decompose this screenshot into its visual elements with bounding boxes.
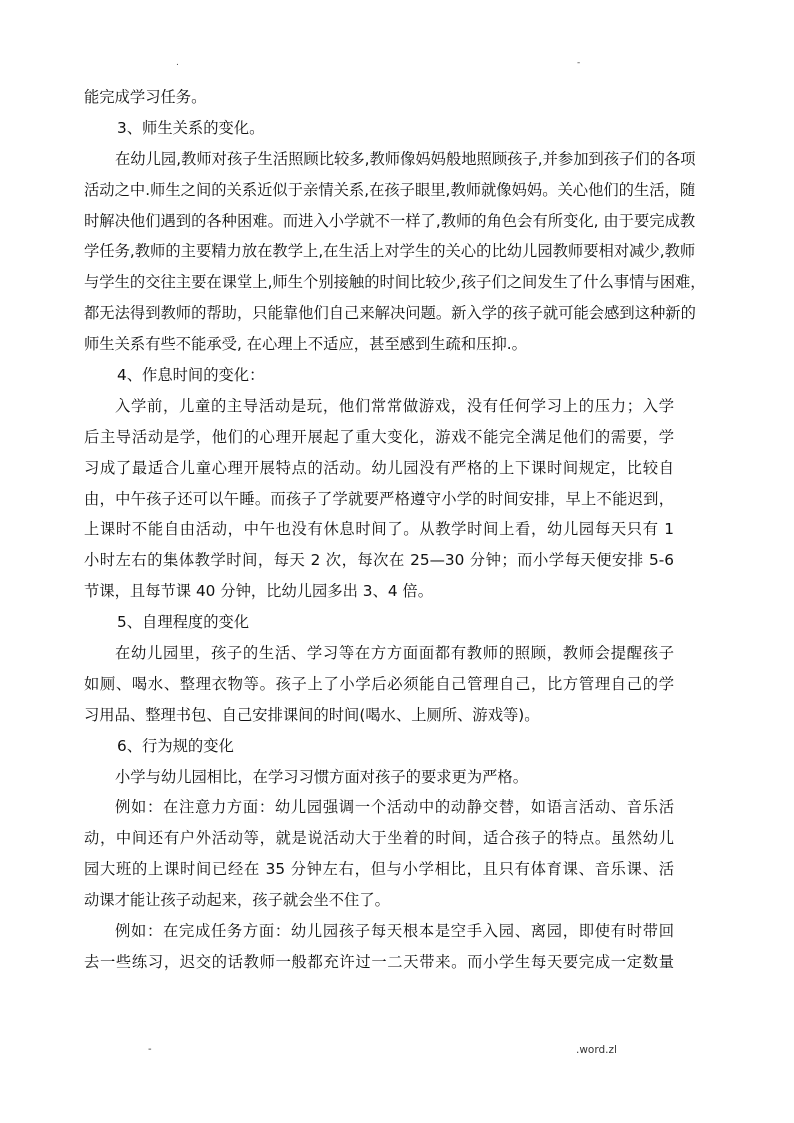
text-line: 上课时不能自由活动，中午也没有休息时间了。从教学时间上看，幼儿园每天只有 1 <box>84 520 674 539</box>
header-right-mark: - <box>577 58 581 68</box>
text-line: 都无法得到教师的帮助，只能靠他们自己来解决问题。新入学的孩子就可能会感到这种新的 <box>84 304 696 323</box>
text-line: 时解决他们遇到的各种困难。而进入小学就不一样了,教师的角色会有所变化, 由于要完成教 <box>84 211 696 230</box>
text-line: 小学与幼儿园相比，在学习习惯方面对孩子的要求更为严格。 <box>115 767 529 786</box>
text-line: 在幼儿园,教师对孩子生活照顾比较多,教师像妈妈般地照顾孩子,并参加到孩子们的各项 <box>115 149 696 168</box>
text-line: 例如：在注意力方面：幼儿园强调一个活动中的动静交替，如语言活动、音乐活 <box>115 798 674 817</box>
text-line: 去一些练习，迟交的话教师一般都充许过一二天带来。而小学生每天要完成一定数量 <box>84 952 674 971</box>
text-line: 习用品、整理书包、自己安排课间的时间(喝水、上厕所、游戏等)。 <box>84 705 540 724</box>
text-line: 在幼儿园里，孩子的生活、学习等在方方面面都有教师的照顾，教师会提醒孩子 <box>115 644 674 663</box>
section-heading: 5、自理程度的变化 <box>117 613 250 632</box>
text-line: 动课才能让孩子动起来，孩子就会坐不住了。 <box>84 891 390 910</box>
text-line: 师生关系有些不能承受, 在心理上不适应，甚至感到生疏和压抑.。 <box>84 335 527 354</box>
footer-watermark-text: .word.zl <box>576 1044 617 1056</box>
text-line: 小时左右的集体教学时间，每天 2 次，每次在 25—30 分钟；而小学每天便安排 5-6 <box>84 551 674 570</box>
text-line: 如厕、喝水、整理衣物等。孩子上了小学后必须能自己管理自己，比方管理自己的学 <box>84 674 674 693</box>
text-line: 后主导活动是学，他们的心理开展起了重大变化，游戏不能完全满足他们的需要，学 <box>84 427 674 446</box>
text-line: 节课，且每节课 40 分钟，比幼儿园多出 3、4 倍。 <box>84 582 434 601</box>
text-line: 由，中午孩子还可以午睡。而孩子了学就要严格遵守小学的时间安排，早上不能迟到， <box>84 489 674 508</box>
text-line: 活动之中.师生之间的关系近似于亲情关系,在孩子眼里,教师就像妈妈。关心他们的生活，随 <box>84 180 696 199</box>
section-heading: 3、师生关系的变化。 <box>117 118 265 137</box>
footer-left-mark: - <box>148 1044 152 1055</box>
text-line: 能完成学习任务。 <box>84 88 207 106</box>
text-line: 学任务,教师的主要精力放在教学上,在生活上对学生的关心的比幼儿园教师要相对减少,教师 <box>84 242 696 261</box>
section-heading: 6、行为规的变化 <box>117 736 234 755</box>
header-left-mark: . <box>176 58 179 68</box>
text-line: 例如：在完成任务方面：幼儿园孩子每天根本是空手入园、离园，即使有时带回 <box>115 922 674 941</box>
text-line: 习成了最适合儿童心理开展特点的活动。幼儿园没有严格的上下课时间规定，比较自 <box>84 458 674 477</box>
text-line: 动，中间还有户外活动等，就是说活动大于坐着的时间，适合孩子的特点。虽然幼儿 <box>84 829 674 848</box>
text-line: 入学前，儿童的主导活动是玩，他们常常做游戏，没有任何学习上的压力；入学 <box>115 396 674 415</box>
body-text <box>84 82 706 978</box>
section-heading: 4、作息时间的变化： <box>117 366 265 385</box>
text-line: 与学生的交往主要在课堂上,师生个别接触的时间比较少,孩子们之间发生了什么事情与困难， <box>84 273 706 292</box>
text-line: 园大班的上课时间已经在 35 分钟左右，但与小学相比，且只有体育课、音乐课、活 <box>84 860 674 879</box>
